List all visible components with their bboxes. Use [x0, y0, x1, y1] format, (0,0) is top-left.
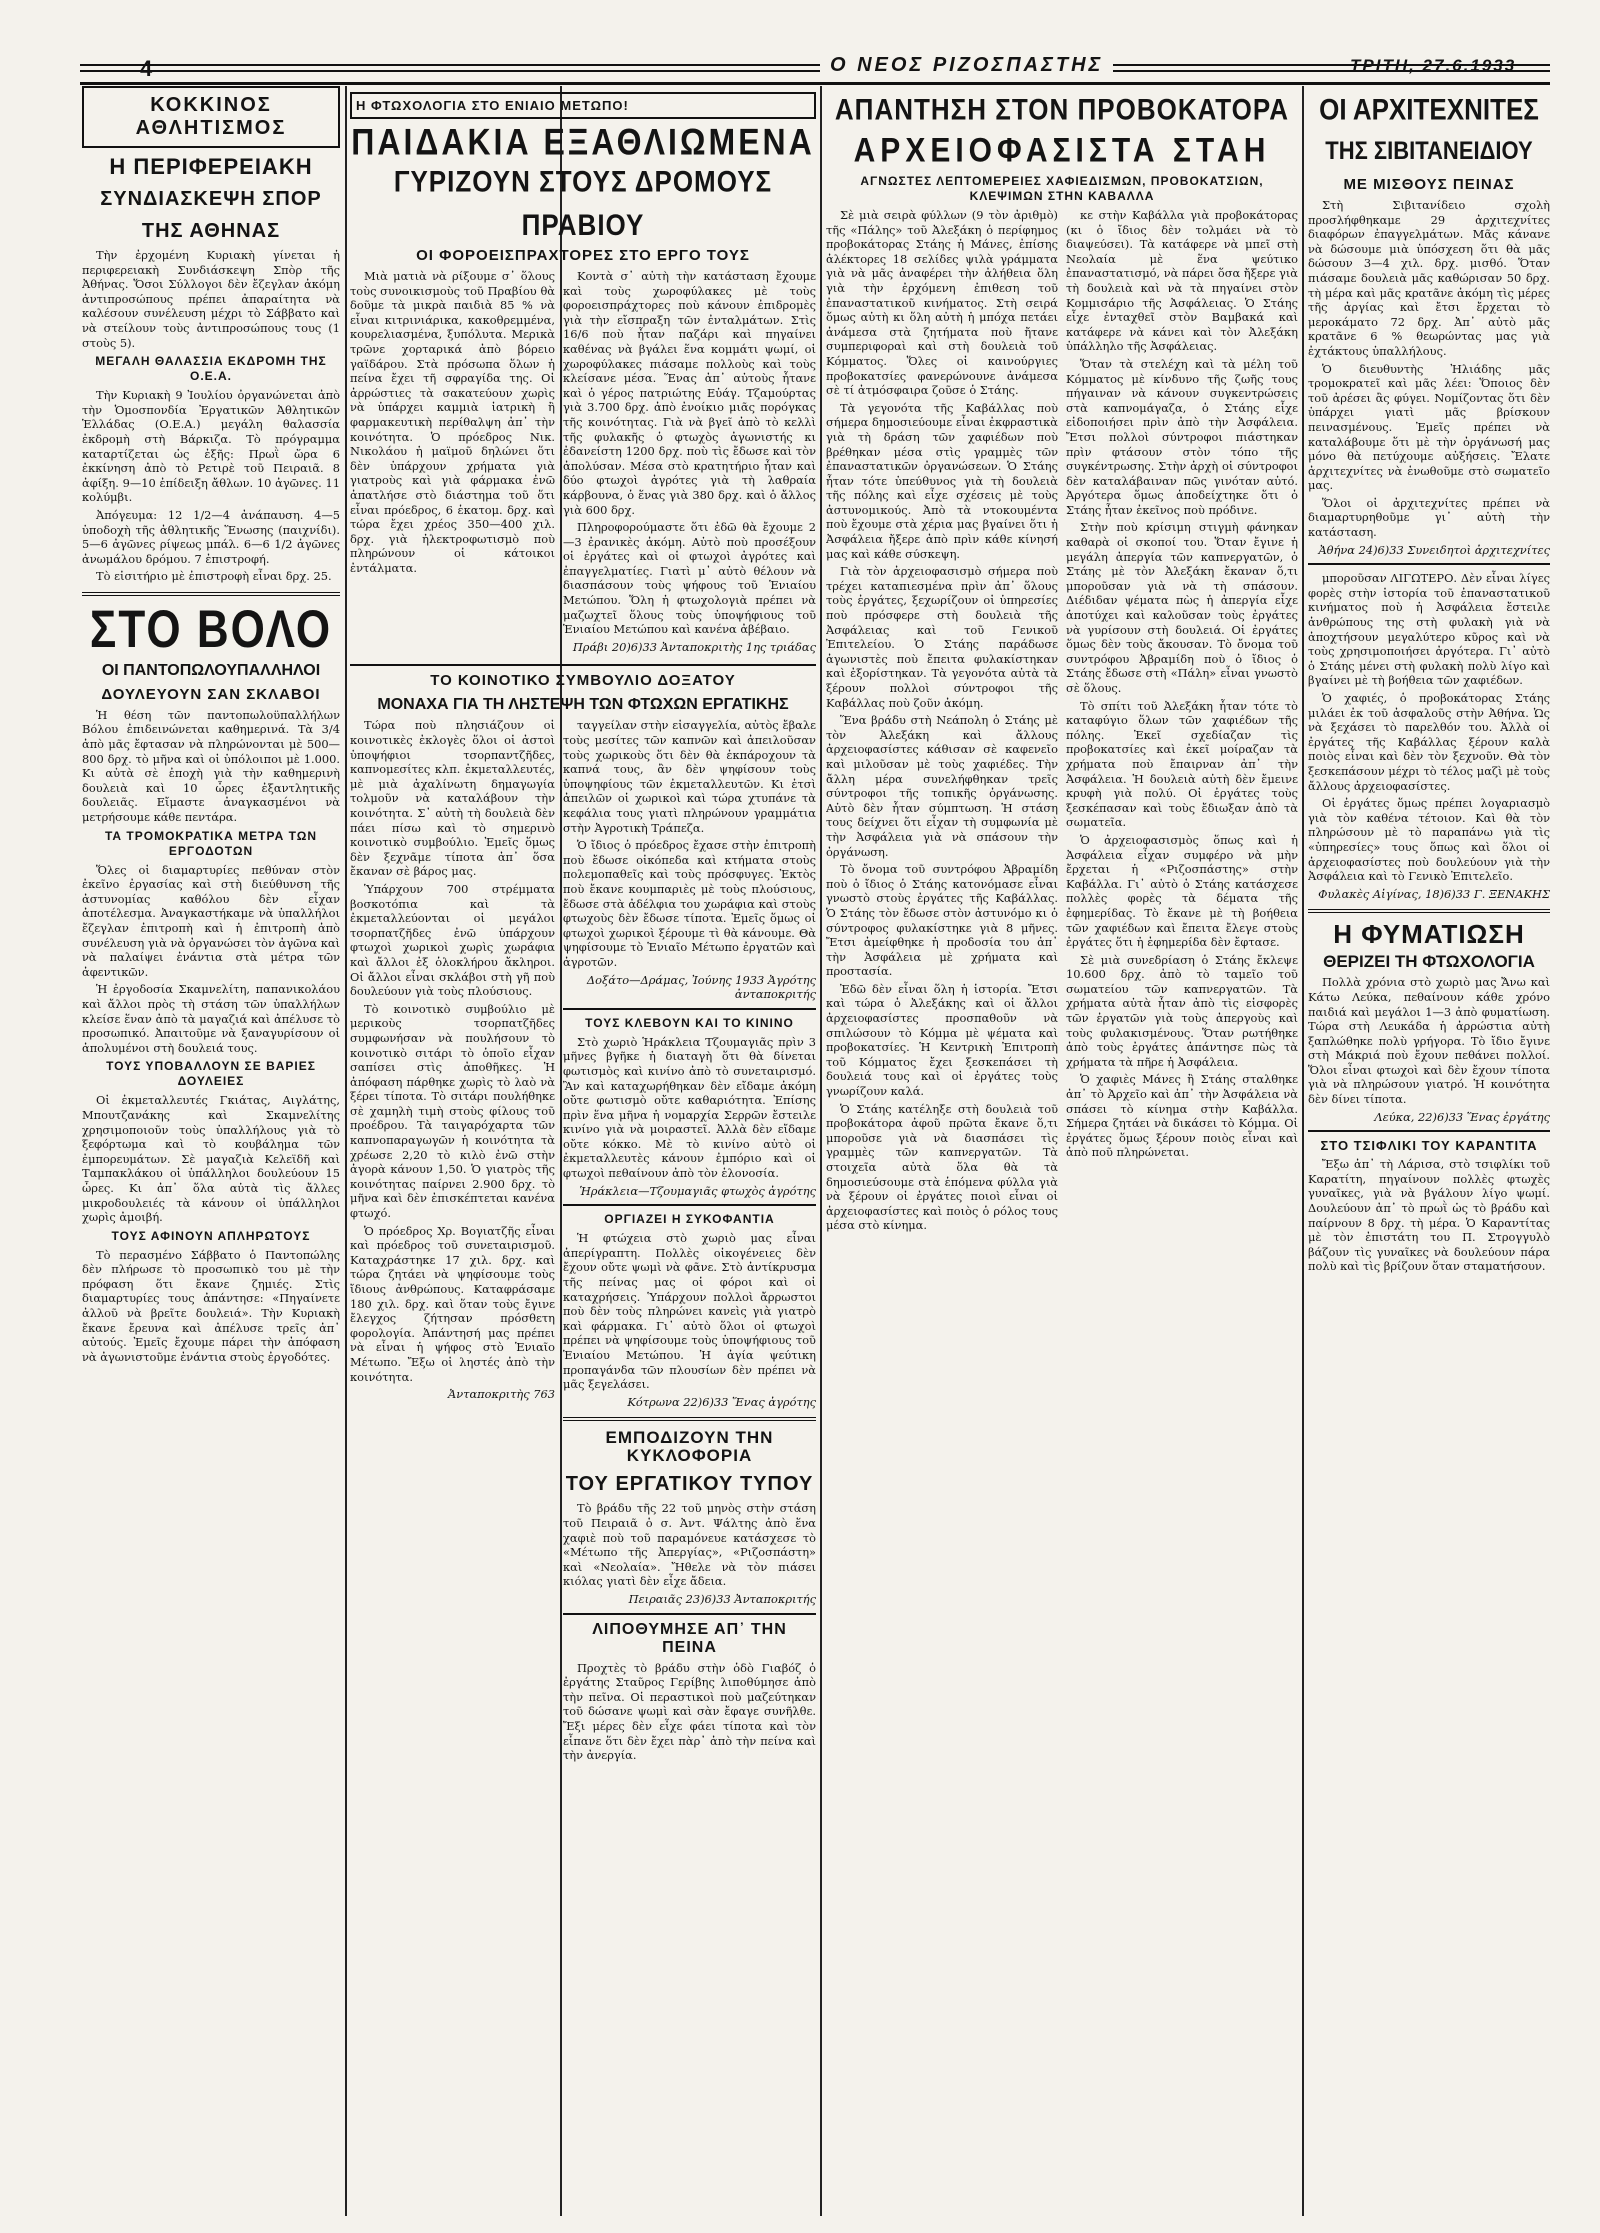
issue-date: ΤΡΙΤΗ, 27.6.1933 — [1350, 56, 1517, 75]
article-paragraph: Μιὰ ματιὰ νὰ ρίξουμε σ᾿ ὅλους τοὺς συνοικισμοὺς τοῦ Πραβίου θὰ δοῦμε τὰ μικρὰ παιδιὰ 85 % νὰ εἶναι κιτρινιάρικα, κακοθρεμμένα, κουρελιασμένα, ξυπόλυτα. Μερικὰ τρῶνε χορταρικά ἀπὸ βόρειο γαϊδάρου. Στὰ πρόσωπα ὅλων ἡ πείνα ἔχει τῆ σφραγίδα της. Οἱ ἀρρώστιες τὰ σακατεύουν χωρὶς νὰ ὑπάρχει καμμιὰ ἰατρικὴ ἢ φαρμακευτικὴ περίθαλψη ἀπ᾿ τὴν κοινότητα. Ὁ πρόεδρος Νικ. Νικολάου ἡ μαϊμοῦ δηλώνει ὅτι δὲν ὑπάρχουν χρήματα γιὰ γιατροὺς καὶ γιὰ φάρμακα ἐνῶ ἀπατλήσε στὸ διάστημα τοῦ ὅτι εἶναι πρόεδρος, 6 ἑκατομ. δρχ. καὶ τώρα ἔχει χρέος 350—400 χιλ. δρχ. γιὰ ἠλεκτροφωτισμὸ ποὺ πληρώνουν οἱ κάτοικοι ἐντάλματα. — [350, 269, 555, 575]
divider — [1308, 1130, 1550, 1132]
article-paragraph: Ἀπόγευμα: 12 1/2—4 ἀνάπαυση. 4—5 ὑποδοχὴ τῆς ἀθλητικῆς Ἕνωσης (παιχνίδι). 5—6 ἀγῶνες ρίψεως μπάλ. 6—6 1/2 ἀγῶνες ἀνωμάλου δρόμου. 7 ἐπιστροφή. — [82, 507, 340, 566]
sub-column — [1066, 208, 1298, 1236]
article-paragraph: Ἕνα βράδυ στὴ Νεάπολη ὁ Στάης μὲ τὸν Ἀλεξάκη καὶ ἄλλους ἀρχειοφασίστες κάθισαν σὲ καφενεῖο καὶ μιλοῦσαν μὲ τοὺς χαφιέδες. Τὴν ἄλλη μέρα συνελήφθηκαν τρεῖς σύντροφοι τῆς τοπικῆς ὀργάνωσης. Αὐτὸ δὲν ἦταν σύμπτωση. Ἡ στάση τους δείχνει ὅτι εἶχαν τὴ συμφωνία μὲ τὴν Ἀσφάλεια γιὰ νὰ σπάσουν τὴν ὀργάνωση. — [826, 713, 1058, 859]
article-paragraph: Στὸ χωριὸ Ἡράκλεια Τζουμαγιᾶς πρὶν 3 μῆνες βγῆκε ἡ διαταγὴ ὅτι θὰ δίνεται φωτισμὸς καὶ κινίνο ἀπὸ τὸ συνεταιρισμό. Ἂν καὶ καταχωρήθηκαν δὲν εἴδαμε ἀκόμη οὔτε φωτισμὸ οὔτε καθαριότητα. Ἐπίσης πρὶν ἕνα μῆνα ἡ νομαρχία Σερρῶν ἔστειλε κινίνο γιὰ νὰ μοιραστεῖ. Ἀλλὰ δὲν εἴδαμε οὔτε κόκκο. Μὲ τὸ κινίνο αὐτὸ οἱ ἐκμεταλλευτὲς κάνουν ἐμπόριο καὶ οἱ φτωχοὶ πεθαίνουν ἀπὸ τὸν ἑλονοσία. — [563, 1034, 816, 1181]
article-headline: ΣΥΝΔΙΑΣΚΕΨΗ ΣΠΟΡ — [100, 188, 322, 210]
article-subheading: ΤΟΥΣ ΑΦΙΝΟΥΝ ΑΠΛΗΡΩΤΟΥΣ — [111, 1228, 311, 1243]
article-paragraph: Τὸ περασμένο Σάββατο ὁ Παντοπώλης δὲν πλήρωσε τὸ προσωπικὸ του μὲ τὴν πρόφαση ὅτι ἔκανε ζημιές. Στὶς διαμαρτυρίες τους ἀπάντησε: «Πηγαίνετε ἀλλοῦ νὰ βρεῖτε δουλειά». Τὴν Κυριακὴ ἔκανε ἔρευνα καὶ ἀπέλυσε τρεῖς ἀπ᾿ αὐτούς. Ἐμεῖς ἔχουμε πάρει τὴν ἀπόφαση νὰ ἀγωνιστοῦμε ἐνάντια στοὺς ἐργοδότες. — [82, 1247, 340, 1364]
article-paragraph: μποροῦσαν ΛΙΓΩΤΕΡΟ. Δὲν εἶναι λίγες φορὲς στὴν ἱστορία τοῦ ἐπαναστατικοῦ κινήματος ποὺ ἡ Ἀσφάλεια ἔστειλε ἀνθρώπους της στὴ φυλακὴ γιὰ νὰ ἀποχτήσουν μεγαλύτερο κῦρος καὶ νὰ τοὺς χρησιμοποιήσει ἀργότερα. Γι᾿ αὐτὸ ὁ Στάης μένει στὴ φυλακὴ πολὺ λίγο καὶ βγαίνει μὲ τὴ βοήθεια τῶν χαφιέδων. — [1308, 571, 1550, 688]
article-headline: ΣΤΟ ΒΟΛΟ — [89, 599, 333, 659]
sub-column — [826, 208, 1058, 1236]
page-number: 4 — [140, 56, 153, 81]
article-headline: ΤΟ ΚΟΙΝΟΤΙΚΟ ΣΥΜΒΟΥΛΙΟ ΔΟΞΑΤΟΥ — [430, 672, 736, 690]
article-paragraph: κε στὴν Καβάλλα γιὰ προβοκάτορας (κι ὁ ἴδιος δὲν τολμάει νὰ τὸ διαψεύσει). Τὰ κατάφερε νὰ μπεῖ στὴ Νεολαία μὲ ἕνα ψεύτικο ἐπαναστατισμό, νὰ πάρει ὅσα ἤξερε γιὰ τὴ δουλειὰ καὶ νὰ τὰ πηγαίνει στὸν Κομμισάριο τῆς Ἀσφάλειας. Ὁ Στάης εἶχε ἐνταχθεῖ στὸν Βαμβακά καὶ κατάφερε νὰ κάνει καὶ τὸν Ἀλεξάκη ὑπάλληλο τῆς Ἀσφάλειας. — [1066, 208, 1298, 354]
article-signature: Ἀνταποκριτὴς 763 — [448, 1387, 555, 1402]
column-2-3 — [350, 86, 816, 2216]
article-headline: Η ΠΕΡΙΦΕΡΕΙΑΚΗ — [109, 154, 313, 179]
divider — [82, 592, 340, 596]
article-paragraph: Ὁ ἴδιος ὁ πρόεδρος ἔχασε στὴν ἐπιτροπὴ ποὺ ἔδωσε οἰκόπεδα καὶ κτήματα στοὺς πολεμοπαθεῖς καὶ τοὺς πρόσφυγες. Ἐκτὸς ποὺ ἔκανε κουμπαριὲς μὲ τοὺς πλούσιους, ἔδωσε στὰ ἀδέλφια του χωράφια καὶ στοὺς φτωχοὺς δὲν ἔδωσε τίποτα. Ἐμεῖς ὅμως οἱ φτωχοὶ χωρικοὶ ξέρουμε τὶ θὰ κάνουμε. Θὰ ψηφίσουμε τὸ Ἑνιαῖο Μέτωπο ἐργατῶν καὶ ἀγροτῶν. — [563, 838, 816, 969]
divider — [563, 1417, 816, 1421]
article-paragraph: Πληροφορούμαστε ὅτι ἐδῶ θὰ ἔχουμε 2—3 ἐρανικὲς ἀκόμη. Αὐτὸ ποὺ προσέξουν οἱ ἐργάτες καὶ οἱ φτωχοὶ ἀγρότες καὶ ἐπαγγελματίες. Γιατὶ μ᾿ αὐτὸ θέλουν νὰ διασπάσουν τοὺς ψήφους τοῦ Ἑνιαίου Μετώπου. Ὅλη ἡ φτωχολογιὰ πρέπει νὰ μαζωχτεῖ ὅλους τοὺς ὑποψήφιους τοῦ Ἑνιαίου Μετώπου καὶ κανένα ἀβέβαιο. — [563, 520, 816, 637]
article-paragraph: Οἱ ἐργάτες ὅμως πρέπει λογαριασμὸ γιὰ τὸν καθένα τέτοιον. Καὶ θὰ τὸν πληρώσουν μὲ τὸ παραπάνω γιὰ τὶς «ὑπηρεσίες» τους ὅπως καὶ ὅλοι οἱ ἀρχειοφασίστες ποὺ δουλεύουν γιὰ τὴν Ἀσφάλεια καὶ τὸ Γενικὸ Ἐπιτελεῖο. — [1308, 796, 1550, 884]
article-paragraph: Τὸ ὄνομα τοῦ συντρόφου Ἀβραμίδη ποὺ ὁ ἴδιος ὁ Στάης κατονόμασε εἶναι γνωστὸ στοὺς ἐργάτες τῆς Καβάλλας. Ὁ Στάης τὸν ἔδωσε στὸν ἀστυνόμο κι ὁ σύντροφος φυλακίστηκε γιὰ 8 μῆνες. Ἔτσι ἀμείφθηκε ἡ προδοσία του ἀπ᾿ τὴν Ἀσφάλεια μὲ χρήματα καὶ προστασία. — [826, 862, 1058, 979]
article-signature: Πράβι 20)6)33 Ἀνταποκριτὴς 1ης τριάδας — [572, 639, 816, 654]
divider — [563, 1008, 816, 1010]
article-paragraph: Πολλὰ χρόνια στὸ χωριὸ μας Ἄνω καὶ Κάτω Λεύκα, πεθαίνουν κάθε χρόνο παιδιά καὶ μεγάλοι 1—3 ἀπὸ φυματίωση. Τώρα στὴ Λευκάδα ἡ ἀρρώστια αὐτὴ ξαπλώθηκε πολὺ γρήγορα. Τὸ ἴδιο ἔγινε στὴ Μάκριά ποὺ ἔχουν πεθάνει πολλοί. Ὅλοι εἶναι φτωχοὶ καὶ δὲν ἔχουν τίποτα γιὰ νὰ πληρώσουν γιατρό. Ἡ κοινότητα δὲν δίνει τίποτα. — [1308, 975, 1550, 1107]
column-divider — [1302, 86, 1304, 2216]
article-headline: ΤΗΣ ΑΘΗΝΑΣ — [141, 220, 281, 242]
article-headline: ΤΟΥΣ ΚΛΕΒΟΥΝ ΚΑΙ ΤΟ ΚΙΝΙΝΟ — [585, 1015, 794, 1030]
column-divider — [345, 86, 347, 2216]
article-subheading: ΑΓΝΩΣΤΕΣ ΛΕΠΤΟΜΕΡΕΙΕΣ ΧΑΦΙΕΔΙΣΜΩΝ, ΠΡΟΒΟΚΑΤΣΙΩΝ, ΚΛΕΨΙΜΩΝ ΣΤΗΝ ΚΑΒΑΛΛΑ — [860, 174, 1264, 203]
article-paragraph: Ἐδῶ δὲν εἶναι ὅλη ἡ ἱστορία. Ἔτσι καὶ τώρα ὁ Ἀλεξάκης καὶ οἱ ἄλλοι ἀρχειοφασίστες προσπαθοῦν νὰ σπιλώσουν τὸ Κόμμα μὲ ψέματα καὶ προβοκατσίες. Ἡ Κεντρικὴ Ἐπιτροπὴ τοῦ Κόμματος ἔχει ξεσκεπάσει τὴ δουλειά τους καὶ οἱ ἐργάτες τοὺς γνωρίζουν καλά. — [826, 981, 1058, 1099]
article-signature: Πειραιᾶς 23)6)33 Ἀνταποκριτής — [628, 1591, 816, 1606]
article-headline: ΛΙΠΟΘΥΜΗΣΕ ΑΠ᾿ ΤΗΝ ΠΕΙΝΑ — [592, 1620, 787, 1656]
article-paragraph: Ἔξω ἀπ᾿ τὴ Λάρισα, στὸ τσιφλίκι τοῦ Καρατίτη, πηγαίνουν πολλὲς φτωχὲς γυναῖκες, γιὰ νὰ βγάλουν λίγο ψωμί. Δουλεύουν ἀπ᾿ τὸ πρωῒ ὡς τὸ βράδυ καὶ παίρνουν 8 δρχ. τὴ μέρα. Ὁ Καραντίτας μὲ τὸν ἐπιστάτη του Π. Στρογγυλὸ βάζουν τὶς γυναῖκες νὰ δουλεύουν πάρα πολὺ καὶ τὶς βρίζουν ὅταν σταματήσουν. — [1308, 1157, 1550, 1274]
article-paragraph: Ὅταν τὰ στελέχη καὶ τὰ μέλη τοῦ Κόμματος μὲ κίνδυνο τῆς ζωῆς τους πήγαιναν νὰ κάνουν συγκεντρώσεις στὰ καπνομάγαζα, ὁ Στάης εἶχε εἰδοποιήσει πρὶν ἀπὸ τὴν Ἀσφάλεια. Ἔτσι πολλοὶ σύντροφοι πιάστηκαν πρὶν φτάσουν στὸν τόπο τῆς συγκέντρωσης. Στὴν ἀρχὴ οἱ σύντροφοι δὲν καταλάβαιναν πῶς γινόταν αὐτό. Ἀργότερα ὅμως ἀποδείχτηκε ὅτι ὁ Στάης ἦταν ἐκεῖνος ποὺ πρόδινε. — [1066, 356, 1298, 517]
article-headline: ΤΟΥ ΕΡΓΑΤΙΚΟΥ ΤΥΠΟΥ — [565, 1473, 814, 1496]
article-headline: ΑΠΑΝΤΗΣΗ ΣΤΟΝ ΠΡΟΒΟΚΑΤΟΡΑ — [834, 91, 1290, 127]
article-headline: ΕΜΠΟΔΙΖΟΥΝ ΤΗΝ ΚΥΚΛΟΦΟΡΙΑ — [605, 1428, 774, 1466]
divider — [563, 1613, 816, 1615]
article-headline: ΜΟΝΑΧΑ ΓΙΑ ΤΗ ΛΗΣΤΕΨΗ ΤΩΝ ΦΤΩΧΩΝ ΕΡΓΑΤΙΚΗΣ — [377, 696, 789, 714]
article-signature: Φυλακὲς Αἰγίνας, 18)6)33 Γ. ΞΕΝΑΚΗΣ — [1318, 886, 1550, 901]
article-paragraph: Κοντὰ σ᾿ αὐτὴ τὴν κατάσταση ἔχουμε καὶ τοὺς χωροφύλακες μὲ τοὺς φοροεισπράχτορες ποὺ κάνουν ἐπιδρομὲς γιὰ τὴν εἴσπραξη τῶν ἐνταλμάτων. Στὶς 16/6 ποὺ ἦταν παζάρι καὶ πηγαίνει καθένας νὰ βγάλει ἕνα κομμάτι ψωμί, οἱ χωροφύλακες πιάσαμε πολλοὺς καὶ τοὺς κλείσανε μέσα. Ἕνας ἀπ᾿ αὐτοὺς ἦτανε καὶ ὁ γέρος πατριώτης Εὐάγ. Τζαμούρτας γιὰ 3.700 δρχ. ἀπὸ ἐνοίκιο μιᾶς πορόγκας τῆς κοινότητας. Γιὰ νὰ βγεῖ ἀπὸ τὸ κελλὶ τῆς φυλακῆς ὁ φτωχὸς ἀγωνιστής κι ἐδανείστη 1200 δρχ. ποὺ τὶς ἔδωσε καὶ τὸν ἀπολύσαν. Μέσα στὸ κρατητήριο ἦταν καὶ δύο φτωχοὶ ἀγρότες γιὰ τὴ λαθραία κάρβουνα, ὁ ἕνας γιὰ 380 δρχ. καὶ ὁ ἄλλος γιὰ 600 δρχ. — [563, 269, 816, 517]
article-paragraph: Τὰ γεγονότα τῆς Καβάλλας ποὺ σήμερα δημοσιεύουμε εἶναι ἐκφραστικὰ γιὰ τὴ δράση τῶν χαφιέδων ποὺ βρέθηκαν μέσα στὶς γραμμὲς τῶν ἐπαναστατικῶν ὀργανώσεων. Ὁ Στάης ἦταν τότε ὑπεύθυνος γιὰ τὴ δουλειὰ τῆς πόλης καὶ εἶχε σχέσεις μὲ τοὺς ἀστυνομικούς. Ἀπὸ τὰ ντοκουμέντα ποὺ ἔχουμε στὰ χέρια μας βγαίνει ὅτι ἡ Ἀσφάλεια ἤξερε ἀπὸ πρὶν κάθε κίνησή μας καὶ κάθε σύσκεψη. — [826, 400, 1058, 561]
column-6 — [1308, 86, 1550, 2216]
article-signature: Δοξάτο—Δράμας, Ἰούνης 1933 Ἀγρότης ἀνταποκριτής — [586, 972, 816, 1002]
sub-column — [350, 718, 555, 1765]
masthead-rule — [80, 64, 1550, 72]
article-paragraph: Τὴν Κυριακὴ 9 Ἰουλίου ὀργανώνεται ἀπὸ τὴν Ὁμοσπονδία Ἐργατικῶν Ἀθλητικῶν Ἑλλάδας (Ο.Ε.Α.) μεγάλη θαλασσία ἐκδρομὴ στὴ Βάρκιζα. Τὸ πρόγραμμα καταρτίζεται ὡς ἐξῆς: Πρωῒ ὥρα 6 ἐκκίνηση ἀπὸ τὸ Ρετιρὲ τοῦ Πειραιᾶ. 8 ἀφίξη. 9—10 ἐπίδειξη ἄθλων. 10 ἀγῶνες. 11 κολύμβι. — [82, 388, 340, 505]
article-paragraph: Γιὰ τὸν ἀρχειοφασισμὸ σήμερα ποὺ τρέχει καταπιεσμένα πρὶν ἀπ᾿ ὅλους τοὺς ἐργάτες, ξεχωρίζουν οἱ ὑπηρεσίες ποὺ πρόσφερε στὴ δουλειὰ τῆς Ἀσφάλειας καὶ τοῦ Γενικοῦ Ἐπιτελείου. Ὁ Στάης παράδωσε ἀγωνιστὲς ποὺ ἔπειτα φυλακίστηκαν καὶ ἐξορίστηκαν. Τὰ γεγονότα αὐτὰ τὰ ξέρουν πολλοὶ σύντροφοι τῆς Καβάλλας ποὺ ζοῦν ἀκόμη. — [826, 564, 1058, 710]
article-headline: ΟΙ ΑΡΧΙΤΕΧΝΙΤΕΣ — [1319, 91, 1539, 127]
article-signature: Λεύκα, 22)6)33 Ἕνας ἐργάτης — [1374, 1109, 1550, 1124]
article-headline: ΘΕΡΙΖΕΙ ΤΗ ΦΤΩΧΟΛΟΓΙΑ — [1323, 952, 1535, 972]
article-paragraph: Ὁ ἀρχειοφασισμὸς ὅπως καὶ ἡ Ἀσφάλεια εἶχαν συμφέρο νὰ μὴν ἔρχεται ἡ «Ριζοσπάστης» στὴν Καβάλλα. Γι᾿ αὐτὸ ὁ Στάης κατάσχεσε πολλὲς φορὲς τὰ δέματα τῆς ἐφημερίδας. Τὸ ἔκανε μὲ τὴ βοήθεια τῶν χαφιέδων καὶ ἔπειτα ἔλεγε στοὺς ἐργάτες ὅτι ἡ ἐφημερίδα δὲν ἔφτασε. — [1066, 832, 1298, 950]
sub-column — [563, 718, 816, 1765]
article-paragraph: Στὴν ποὺ κρίσιμη στιγμὴ φάνηκαν καθαρὰ οἱ σκοποί του. Ὅταν ἔγινε ἡ μεγάλη ἀπεργία τῶν καπνεργατῶν, ὁ Στάης μὲ τὸν Ἀλεξάκη ἔκαναν ὅ,τι μποροῦσαν γιὰ νὰ τὴ σπάσουν. Διέδιδαν ψέματα πὼς ἡ ἀπεργία εἶχε ἀποτύχει καὶ καλοῦσαν τοὺς ἐργάτες νὰ γυρίσουν στὴ δουλειά. Οἱ ἐργάτες ὅμως δὲν τοὺς ἄκουσαν. Τὸ ὄνομα τοῦ συντρόφου Ἀβραμίδη ποὺ ὁ ἴδιος ὁ Στάης ἔδωσε στὴ «Πάλη» εἶναι γνωστὸ σὲ ὅλους. — [1066, 520, 1298, 695]
divider — [1308, 563, 1550, 565]
sub-column — [350, 269, 555, 658]
masthead — [80, 52, 1550, 85]
article-subheading: ΤΑ ΤΡΟΜΟΚΡΑΤΙΚΑ ΜΕΤΡΑ ΤΩΝ ΕΡΓΟΔΟΤΩΝ — [104, 828, 318, 858]
column-4-5 — [826, 86, 1298, 2216]
article-paragraph: Ἡ ἐργοδοσία Σκαμνελίτη, παπανικολάου καὶ ἄλλοι πρὸς τὴ στάση τῶν ὑπαλλήλων κλείσε ἕναν ἀπὸ τὰ μαγαζιά καὶ ἀπέλυσε τὸ προσωπικό. Ἀπαιτοῦμε νὰ ξαναγυρίσουν οἱ ἀπολυμένοι στὴ δουλειά τους. — [82, 982, 340, 1055]
article-paragraph: Τὸ εἰσιτήριο μὲ ἐπιστροφὴ εἶναι δρχ. 25. — [96, 569, 332, 584]
article-paragraph: Προχτὲς τὸ βράδυ στὴν ὁδὸ Γιαβόζ ὁ ἐργάτης Σταῦρος Γερίβης λιποθύμησε ἀπὸ τὴν πεῖνα. Οἱ περαστικοὶ ποὺ μαζεύτηκαν τοῦ δώσανε ψωμὶ καὶ σὰν ἔφαγε συνῆλθε. Ἔξι μέρες δὲν εἶχε φάει τίποτα καὶ τὸν εἶπανε ὅτι δὲν ἔχει πὰρ᾿ ἀπὸ τὴν πείνα καὶ τὴν ἀνεργία. — [563, 1660, 816, 1763]
sub-column — [563, 269, 816, 658]
article-headline: ΔΟΥΛΕΥΟΥΝ ΣΑΝ ΣΚΛΑΒΟΙ — [101, 685, 321, 703]
article-headline: ΟΡΓΙΑΖΕΙ Η ΣΥΚΟΦΑΝΤΙΑ — [604, 1212, 775, 1227]
article-paragraph: Στὴ Σιβιτανίδειο σχολὴ προσλήφθηκαμε 29 ἀρχιτεχνίτες διαφόρων ἐπαγγελμάτων. Μᾶς κάνανε νὰ δώσουμε μιὰ ὑπόσχεση ὅτι θὰ μᾶς δώσουν 3—4 χιλ. δρχ. μισθό. Ὅταν πιάσαμε δουλειὰ μᾶς καθώρισαν 50 δρχ. τὴ μέρα καὶ μᾶς κρατᾶνε ἀκόμη τὶς μέρες τῆς ἀργίας καὶ ἔτσι ἔρχεται τὸ μεροκάματο 72 δρχ. Ἀπ᾿ αὐτὸ μᾶς κρατᾶνε 6 % θεωρώντας μας γιὰ ἐχτάκτους ὑπαλλήλους. — [1308, 198, 1550, 358]
article-headline: ΑΡΧΕΙΟΦΑΣΙΣΤΑ ΣΤΑΗ — [853, 131, 1271, 170]
article-headline: ΓΥΡΙΖΟΥΝ ΣΤΟΥΣ ΔΡΟΜΟΥΣ ΠΡΑΒΙΟΥ — [393, 163, 773, 243]
article-paragraph: Ὁ Στάης κατέληξε στὴ δουλειὰ τοῦ προβοκάτορα ἀφοῦ πρῶτα ἔκανε ὅ,τι μποροῦσε γιὰ νὰ διασπάσει τὶς γραμμὲς τῶν καπνεργατῶν. Τὰ στοιχεῖα αὐτὰ ὅλα θὰ τὰ δημοσιεύσουμε στὰ ἑπόμενα φύλλα γιὰ νὰ ξέρουν οἱ ἐργάτες ποιοὶ εἶναι οἱ ἀρχειοφασίστες καὶ ποιὸς ὁ ρόλος τους μέσα στὸ κίνημα. — [826, 1101, 1058, 1233]
paper-name: Ο ΝΕΟΣ ΡΙΖΟΣΠΑΣΤΗΣ — [820, 54, 1113, 77]
article-signature: Κότρωνα 22)6)33 Ἕνας ἀγρότης — [627, 1394, 816, 1409]
article-signature: Ἀθήνα 24)6)33 Συνειδητοὶ ἀρχιτεχνίτες — [1318, 542, 1550, 557]
article-subheading: ΟΙ ΦΟΡΟΕΙΣΠΡΑΧΤΟΡΕΣ ΣΤΟ ΕΡΓΟ ΤΟΥΣ — [416, 247, 750, 264]
article-subheading: ΜΕ ΜΙΣΘΟΥΣ ΠΕΙΝΑΣ — [1343, 176, 1515, 193]
section-kicker: Η ΦΤΩΧΟΛΟΓΙΑ ΣΤΟ ΕΝΙΑΙΟ ΜΕΤΩΠΟ! — [350, 92, 816, 119]
article-headline: ΤΗΣ ΣΙΒΙΤΑΝΕΙΔΙΟΥ — [1325, 136, 1533, 165]
article-subheading: ΜΕΓΑΛΗ ΘΑΛΑΣΣΙΑ ΕΚΔΡΟΜΗ ΤΗΣ Ο.Ε.Α. — [95, 354, 327, 384]
article-paragraph: Ὑπάρχουν 700 στρέμματα βοσκοτόπια καὶ τὰ ἐκμεταλλεύονται οἱ μεγάλοι τσορπατζῆδες ἐνῶ ὑπάρχουν φτωχοὶ χωρικοὶ χωρὶς χωράφια καὶ ἄλλοι ἐξ ὁλοκλήρου ἄκληροι. Οἱ ἄλλοι εἶναι σκλάβοι στὴ γῆ ποὺ δουλεύουν γιὰ τοὺς πλούσιους. — [350, 881, 555, 999]
article-paragraph: Τὸ κοινοτικὸ συμβούλιο μὲ μερικοὺς τσορπατζῆδες συμφωνήσαν νὰ πουλήσουν τὸ κοινοτικὸ σιτάρι τὸ ὁποῖο εἶχαν σαπίσει στὶς ἀποθῆκες. Ἡ ἀπόφαση πάρθηκε χωρὶς τὸ λαὸ νὰ ξέρει τίποτα. Τὸ σιτάρι πουλήθηκε σὲ χαμηλὴ τιμὴ στοὺς φίλους τοῦ προέδρου. Τὰ ταιγαρόχαρτα τῶν καπνοπαραγωγῶν ἡ κοινότητα τὰ χρέωσε 2,20 τὸ κιλὸ ἐνῶ στὴν ἀγορὰ κάνουν 1,50. Ὁ γιατρὸς τῆς κοινότητας παίρνει 2.900 δρχ. τὸ μῆνα καὶ δὲν ἐπισκέπτεται κανένα φτωχό. — [350, 1001, 555, 1221]
article-paragraph: Ὁ πρόεδρος Χρ. Βογιατζῆς εἶναι καὶ πρόεδρος τοῦ συνεταιρισμοῦ. Καταχράστηκε 17 χιλ. δρχ. καὶ τώρα ζητάει νὰ ψηφίσουμε τοὺς ἴδιους ἀνθρώπους. Καταφράσαμε 180 χιλ. δρχ. καὶ ὅταν τοὺς ἔγινε ἔλεγχος ζήτησαν πρόσθετη φορολογία. Ἀπάντησή μας πρέπει νὰ εἶναι ἡ ψήφος στὸ Ἑνιαῖο Μέτωπο. Ἔξω οἱ ληστές ἀπὸ τὴν κοινότητα. — [350, 1223, 555, 1384]
article-headline: ΠΑΙΔΑΚΙΑ ΕΞΑΘΛΙΩΜΕΝΑ — [351, 121, 815, 163]
article-headline: Η ΦΥΜΑΤΙΩΣΗ — [1333, 919, 1525, 950]
column-1 — [82, 86, 340, 2216]
article-paragraph: Σὲ μιὰ σειρὰ φύλλων (9 τὸν ἀριθμὸ) τῆς «Πάλης» τοῦ Ἀλεξάκη ὁ περίφημος προβοκάτορας Στάης ἡ Μάνες, ἐπίσης ἀλέκτορες 18 σελίδες ψιλὰ γράμματα γιὰ νὰ μᾶς ἀναφέρει τὴν ἀλήθεια ὅλη γιὰ τὴν ἐρχόμενη ἐπιθεση τοῦ ἐπαναστατικοῦ κινήματος. Στὴ σειρά ὅμως αὐτὴ κι ὅλη αὐτὴ ἡ μπόχα πετάει ἀνάμεσα στὰ ζητήματα ποὺ ἤτανε συμπεριφοραὶ καὶ στὴ δουλειὰ τοῦ Κόμματος. Ὅλες οἱ καινούργιες προβοκατσίες φανερώνουνε ἀνάμεσα σὲ τί ἀτμόσφαιρα ζοῦσε ὁ Στάης. — [826, 208, 1058, 398]
article-paragraph: Ὅλοι οἱ ἀρχιτεχνίτες πρέπει νὰ διαμαρτυρηθοῦμε γι᾿ αὐτὴ τὴν κατάσταση. — [1308, 495, 1550, 540]
article-paragraph: Ἡ φτώχεια στὸ χωριὸ μας εἶναι ἀπερίγραπτη. Πολλὲς οἰκογένειες δὲν ἔχουν οὔτε ψωμὶ νὰ φᾶνε. Στὸ ἀντίκρυσμα τῆς πείνας μας οἱ φόροι καὶ οἱ καταχρήσεις. Ὑπάρχουν πολλοὶ ἄρρωστοι ποὺ δὲν τοὺς πληρώνει κανεὶς γιὰ γιατρὸ καὶ φάρμακα. Γι᾿ αὐτὸ ὅλοι οἱ φτωχοὶ πρέπει νὰ ψηφίσουμε τοὺς ὑποψήφιους τοῦ Ἑνιαίου Μετώπου. Ἡ ἀγία ψεύτικη προπαγάνδα τῶν πλουσίων δὲν πρέπει νὰ μᾶς ξεγελάσει. — [563, 1231, 816, 1392]
article-paragraph: Τὴν ἐρχομένη Κυριακὴ γίνεται ἡ περιφερειακὴ Συνδιάσκεψη Σπὸρ τῆς Ἀθήνας. Ὅσοι Σύλλογοι δὲν ἔζεγλαν ἀκόμη ἀντιπροσώπους πρέπει ἀπαραίτητα νὰ καλέσουν συνέλευση μέχρι τὸ Σάββατο καὶ νὰ στείλουν τοὺς ἀντιπροσώπους τους (1 στοὺς 5). — [82, 248, 340, 350]
column-divider — [820, 86, 822, 2216]
article-paragraph: Ὅλες οἱ διαμαρτυρίες πεθύναν στὸν ἐκεῖνο ἐργασίας καὶ στὴ διεύθυνση τῆς ἀστυνομίας καθόλου δὲν εἶχαν ἀποτέλεσμα. Ἀναγκαστήκαμε νὰ ὑπαλλήλοι ἔζεγλαν ἐπιτροπὴ καὶ ἡ ἐπιτροπὴ ἀπὸ συνέλευση γιὰ νὰ ὀργανώσει τὸν ἀγῶνα καὶ νὰ παλαίψει ἐνάντια στὰ μέτρα τῶν ἀφεντικῶν. — [82, 862, 340, 979]
article-paragraph: Ὁ χαφιές, ὁ προβοκάτορας Στάης μιλάει ἐκ τοῦ ἀσφαλοῦς στὴν Ἀθήνα. Ὡς νὰ ξεχάσει τὸ παρελθόν του. Ἀλλὰ οἱ ἐργάτες τῆς Καβάλλας ξέρουν καλὰ ποιὸς εἶναι καὶ δὲν τὸν ξεχνοῦν. Θὰ τὸν ξεσκεπάσουν μέχρι τὸ τέλος μαζὶ μὲ τοὺς ἄλλους ἀρχειοφασίστες. — [1308, 691, 1550, 793]
article-paragraph: Οἱ ἐκμεταλλευτές Γκιάτας, Αιγλάτης, Μπουτζανάκης καὶ Σκαμνελίτης χρησιμοποιοῦν τοὺς ὑπαλλήλους γιὰ τὸ ξεφόρτωμα καὶ τὸ κουβάλημα τῶν ἐμπορευμάτων. Σὲ μαγαζιὰ Κελεϊδῆ καὶ Ταμπακλάκου οἱ ὑπάλληλοι δουλεύουν 15 ὧρες. Κι ἀπ᾿ ὅλα αὐτὰ τὶς ἄλλες μικροδουλειές τὰ κάνουν οἱ ὑπάλληλοι χωρὶς ἀμοιβή. — [82, 1093, 340, 1225]
article-headline: ΟΙ ΠΑΝΤΟΠΩΛΟΥΠΑΛΛΗΛΟΙ — [101, 661, 321, 679]
divider — [350, 664, 816, 666]
article-paragraph: Ὁ χαφιὲς Μάνες ἢ Στάης σταλθηκε ἀπ᾿ τὸ Ἀρχεῖο καὶ ἀπ᾿ τὴν Ἀσφάλεια νὰ σπάσει τὸ κίνημα στὴν Καβάλλα. Σήμερα ζητάει νὰ δικάσει τὸ Κόμμα. Οἱ ἐργάτες ὅμως ξέρουν ποιὸς εἶναι καὶ ἀπὸ ποῦ πληρώνεται. — [1066, 1072, 1298, 1160]
article-paragraph: Τώρα ποὺ πλησιάζουν οἱ κοινοτικὲς ἐκλογὲς ὅλοι οἱ ἀστοὶ ὑποψήφιοι τσορπαντζῆδες, καπνομεσίτες κλπ. ἐκμεταλλευτές, μὲ μιὰ ἀχαλίνωτη δημαγωγία τολμοῦν νὰ καταλάβουν τὴν κοινότητα. Σ᾿ αὐτὴ τὴ δουλειὰ δὲν πάει πίσω καὶ τὸ σημερινὸ κοινοτικὸ συμβούλιο. Ἐμεῖς ὅμως δὲν ξεχνᾶμε τίποτα ἀπ᾿ ὅσα ἔκαναν σὲ βάρος μας. — [350, 718, 555, 879]
article-subheading: ΤΟΥΣ ΥΠΟΒΑΛΛΟΥΝ ΣΕ ΒΑΡΙΕΣ ΔΟΥΛΕΙΕΣ — [106, 1059, 316, 1089]
article-paragraph: Τὸ σπίτι τοῦ Ἀλεξάκη ἦταν τότε τὸ καταφύγιο ὅλων τῶν χαφιέδων τῆς πόλης. Ἐκεῖ σχεδίαζαν τὶς προβοκατσίες καὶ ἐκεῖ μοίραζαν τὰ χρήματα ποὺ ἔπαιρναν ἀπ᾿ τὴν Ἀσφάλεια. Ἡ δουλειὰ αὐτὴ δὲν ἔμεινε κρυφὴ γιὰ πολύ. Οἱ ἐργάτες τοὺς ξεσκέπασαν καὶ τοὺς ἔδιωξαν ἀπὸ τὰ σωματεῖα. — [1066, 698, 1298, 830]
article-paragraph: Σὲ μιὰ συνεδρίαση ὁ Στάης ἔκλεψε 10.600 δρχ. ἀπὸ τὸ ταμεῖο τοῦ σωματείου τῶν καπνεργατῶν. Τὰ χρήματα αὐτὰ ἦταν ἀπὸ τὶς εἰσφορὲς τῶν ἐργατῶν γιὰ τοὺς ἀπεργοὺς καὶ τοὺς φυλακισμένους. Ὅταν ρωτήθηκε ἀπὸ τοὺς ἐργάτες ἀπάντησε πὼς τὰ χρήματα τὰ πῆρε ἡ Ἀσφάλεια. — [1066, 952, 1298, 1069]
divider — [1308, 909, 1550, 913]
divider — [563, 1204, 816, 1206]
article-paragraph: ταγγείλαν στὴν εἰσαγγελία, αὐτὸς ἔβαλε τοὺς μεσίτες τῶν καπνῶν καὶ ἀπειλοῦσαν τοὺς χωρικοὺς ὅτι δὲν θὰ ἐκπάροχουν τὰ καπνά τους, ἂν δὲν ψηφίσουν τοὺς ὑποψηφίους τῶν ἐκμεταλλευτῶν. Κι ἐτσὶ ἀπειλῶν οἱ χωρικοὶ καὶ τώρα χτυπάνε τὰ κεφάλια τους γιατὶ πληρώνουν γραμμάτια στὴν Ἀγροτικὴ Τράπεζα. — [563, 718, 816, 835]
article-paragraph: Ἡ θέση τῶν παντοπωλοϋπαλλήλων Βόλου ἐπιδεινώνεται καθημερινά. Τὰ 3/4 ἀπὸ μᾶς ἔφτασαν νὰ πληρώνονται μὲ 500—800 δρχ. τὸ μῆνα καὶ οἱ ὑπόλοιποι μὲ 1.000. Κι αὐτὰ σὲ ἐποχὴ γιὰ τὴν καθημερινὴ δουλειὰ καὶ 10 ὧρες ἐξαντλητικῆς δουλειᾶς. Εἴμαστε ἀναγκασμένοι νὰ μετρήσουμε κάθε πεντάρα. — [82, 707, 340, 825]
article-paragraph: Τὸ βράδυ τῆς 22 τοῦ μηνὸς στὴν στάση τοῦ Πειραιᾶ ὁ σ. Ἀντ. Ψάλτης ἀπὸ ἕνα χαφιὲ ποὺ τοῦ παραμόνευε κατάσχεσε τὸ «Μέτωπο τῆς Ἀπεργίας», «Ριζοσπάστη» καὶ «Νεολαία». Ἤθελε νὰ τὸν πιάσει κιόλας γιατὶ δὲν εἶχε ἄδεια. — [563, 1501, 816, 1589]
article-signature: Ἡράκλεια—Τζουμαγιᾶς φτωχὸς ἀγρότης — [579, 1183, 816, 1198]
article-paragraph: Ὁ διευθυντὴς Ἠλιάδης μᾶς τρομοκρατεῖ καὶ μᾶς λέει: Ὅποιος δὲν τοῦ ἀρέσει ἂς φύγει. Νομίζοντας ὅτι δὲν ὑπάρχει γιατὶ μᾶς βρίσκουν πεινασμένους. Ἐμεῖς πρέπει νὰ καταλάβουμε ὅτι μὲ τὴν ὀργάνωσή μας μόνο θὰ πετύχουμε αὐξήσεις. Ἔλατε ἀρχιτεχνίτες νὰ ἑνωθοῦμε στὸ σωματεῖο μας. — [1308, 361, 1550, 493]
article-headline: ΣΤΟ ΤΣΙΦΛΙΚΙ ΤΟΥ ΚΑΡΑΝΤΙΤΑ — [1320, 1138, 1538, 1154]
section-title-red-sports: ΚΟΚΚΙΝΟΣ ΑΘΛΗΤΙΣΜΟΣ — [82, 86, 340, 148]
